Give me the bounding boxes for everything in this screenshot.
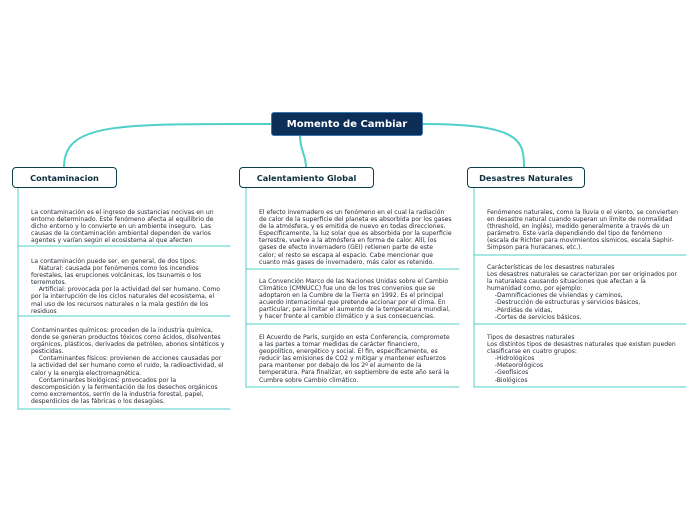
link-root-calentamiento — [300, 136, 306, 167]
leaf-contaminacion-1[interactable]: La contaminación es el ingreso de sustancias nocivas en un entorno determinado. Este fenómeno afecta al equilibrio de dicho entorno y lo convierte en un ambiente inseguro. Las causas de la contaminación ambiental dependen de varios agentes y varían según el ecosistema al que afecten — [31, 209, 214, 245]
leaf-desastres-2[interactable]: Carácterísticas de los desastres naturales Los desastres naturales se caracterizan por ser originados por la naturaleza causando situaciones que afectan a la humanidad como, por ejemplo: -Damnificaciones de viviendas y caminos, -Destrucción de estructuras y servicios básicos, -Pérdidas de vidas, -Cortes de servicios básicos. — [487, 264, 677, 321]
branch-contaminacion[interactable] — [12, 167, 117, 188]
leaf-contaminacion-2[interactable]: La contaminación puede ser, en general, de dos tipos: Natural: causada por fenómenos como los incendios forestales, las erupciones volcánicas, los tsunamis o los terremotos. Artificial: provocada por la actividad del ser humano. Como por la interrupción de los ciclos naturales del ecosistema, el mal uso de los recursos naturales o la mala gestión de los residuos — [31, 258, 221, 315]
branch-label: Desastres Naturales — [479, 172, 573, 183]
leaf-calentamiento-3[interactable]: El Acuerdo de París, surgido en esta Conferencia, compromete a las partes a tomar medidas de carácter financiero, geopolítico, energético y social. El fin, específicamente, es reducir las emisiones de CO2 y mitigar y mantener esfuerzos para mantener por debajo de los 2º el aumento de la temperatura. Para finalizar, en septiembre de este año será la Cumbre sobre Cambio climático. — [259, 334, 450, 384]
branch-desastres-naturales[interactable] — [467, 167, 585, 188]
leaf-desastres-3[interactable]: Tipos de desastres naturales Los distintos tipos de desastres naturales que existen pueden clasificarse en cuatro grupos: -Hidrológicos -Meteorológicos -Geofísicos -Biológicos — [487, 334, 676, 384]
central-topic-label: Momento de Cambiar — [286, 118, 408, 130]
leaf-calentamiento-2[interactable]: La Convención Marco de las Naciones Unidas sobre el Cambio Climático (CMNUCC) fue uno de los tres convenios que se adoptaron en la Cumbre de la Tierra en 1992. Es el principal acuerdo internacional que pretende accionar por el clima. En particular, para limitar el aumento de la temperatura mundial, y hacer frente al cambio climático y a sus consecuencias. — [259, 278, 451, 321]
link-root-contaminacion — [64, 124, 272, 167]
branch-label: Contaminacion — [30, 172, 99, 183]
link-root-desastres — [422, 124, 524, 167]
leaf-calentamiento-1[interactable]: El efecto invernadero es un fenómeno en el cual la radiación de calor de la superficie del planeta es absorbida por los gases de la atmósfera, y es emitida de nuevo en todas direcciones. Específicamente, la luz solar que es absorbida por la superficie terrestre, vuelve a la atmósfera en forma de calor. Allí, los gases de efecto invernadero (GEI) retienen parte de este calor; el resto se escapa al espacio. Cabe mencionar que cuanto más gases de invernadero, más calor es retenido. — [259, 209, 452, 266]
branch-calentamiento-global[interactable] — [239, 167, 374, 188]
central-topic[interactable] — [271, 112, 423, 136]
branch-label: Calentamiento Global — [256, 172, 357, 183]
leaf-contaminacion-3[interactable]: Contaminantes químicos: proceden de la industria química, donde se generan productos tóxicos como ácidos, disolventes orgánicos, plásticos, derivados de petróleo, abonos sintéticos y pesticidas. Contaminantes físicos: provienen de acciones causadas por la actividad del ser humano como el ruido, la radioactividad, el calor y la energía electromagnética. Contaminantes biológicos: provocados por la descomposición y la fermentación de los desechos orgánicos como excrementos, serrín de la industria forestal, papel, desperdicios de las fábricas o los desagües. — [31, 327, 225, 405]
leaf-desastres-1[interactable]: Fenómenos naturales, como la lluvia o el viento, se convierten en desastre natural cuando superan un límite de normalidad (threshold, en inglés), medido generalmente a través de un parámetro. Este varía dependiendo del tipo de fenómeno (escala de Richter para movimientos sísmicos, escala Saphir- Simpson para huracanes, etc.). — [487, 209, 679, 252]
